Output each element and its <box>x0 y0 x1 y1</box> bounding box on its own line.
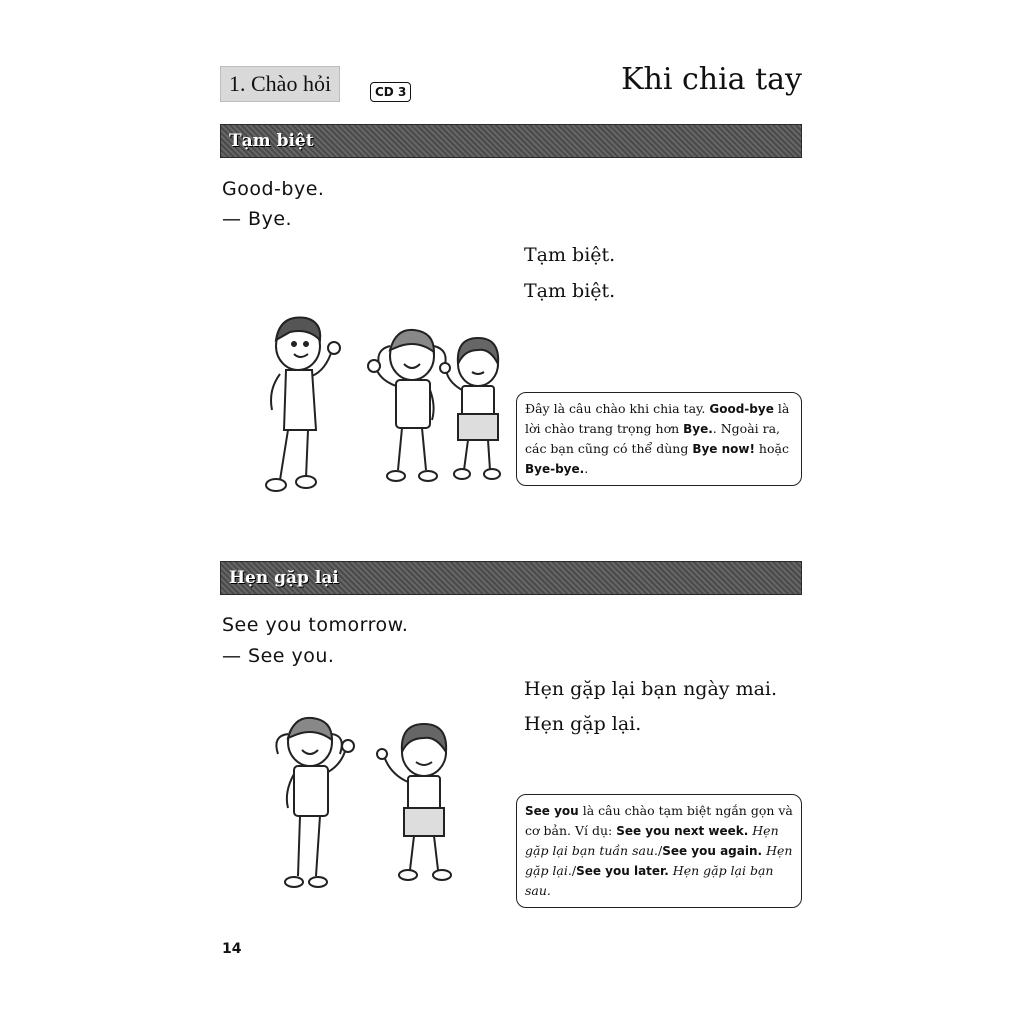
girl-pigtails-waving-icon <box>276 718 354 887</box>
children-waving-illustration <box>250 310 510 500</box>
girl-pigtails-waving-icon <box>368 330 446 481</box>
english-reply: — See you. <box>222 645 335 667</box>
note-bold: Good-bye <box>709 402 774 416</box>
girl-short-hair-waving-icon <box>377 724 451 880</box>
note-text: . Ngoài ra, các bạn cũng có thể dùng <box>525 421 781 456</box>
note-italic: Hẹn gặp lại bạn tuần sau. <box>525 823 779 858</box>
note-bold: See you <box>525 804 579 818</box>
page-number: 14 <box>222 941 242 957</box>
section-heading-bar <box>220 124 802 158</box>
english-reply: — Bye. <box>222 208 293 230</box>
note-text: hoặc <box>754 441 789 456</box>
note-italic: Hẹn gặp lại bạn sau. <box>525 863 774 898</box>
english-phrase: See you tomorrow. <box>222 614 409 636</box>
vietnamese-phrase: Tạm biệt. <box>524 244 616 266</box>
note-text: / <box>571 863 577 878</box>
note-text: là câu chào tạm biệt ngắn gọn và cơ bản. Ví dụ: <box>525 803 793 838</box>
note-italic: Hẹn gặp lại. <box>525 843 793 878</box>
english-phrase: Good-bye. <box>222 178 325 200</box>
cd-badge: CD 3 <box>370 82 411 102</box>
vietnamese-reply: Tạm biệt. <box>524 280 616 302</box>
note-text: Đây là câu chào khi chia tay. <box>525 401 710 416</box>
note-bold: Bye now! <box>692 442 755 456</box>
section-heading-bar <box>220 561 802 595</box>
note-bold: Bye-bye. <box>525 462 585 476</box>
page-title: Khi chia tay <box>621 62 802 97</box>
note-bold: See you next week. <box>616 824 749 838</box>
note-bold: See you later. <box>576 864 669 878</box>
note-text: . <box>584 461 589 476</box>
vietnamese-phrase: Hẹn gặp lại bạn ngày mai. <box>524 678 778 700</box>
girls-waving-illustration <box>258 708 468 898</box>
boy-waving-icon <box>266 317 340 491</box>
note-bold: See you again. <box>662 844 763 858</box>
note-box <box>516 392 802 486</box>
girl-short-hair-waving-icon <box>440 338 500 479</box>
section-heading: Hẹn gặp lại <box>229 568 339 588</box>
lesson-tag: 1. Chào hỏi <box>220 66 340 102</box>
note-text: là lời chào trang trọng hơn <box>525 401 790 436</box>
vietnamese-reply: Hẹn gặp lại. <box>524 713 642 735</box>
note-bold: Bye. <box>683 422 713 436</box>
note-text: / <box>657 843 663 858</box>
section-heading: Tạm biệt <box>229 131 314 151</box>
note-box <box>516 794 802 908</box>
